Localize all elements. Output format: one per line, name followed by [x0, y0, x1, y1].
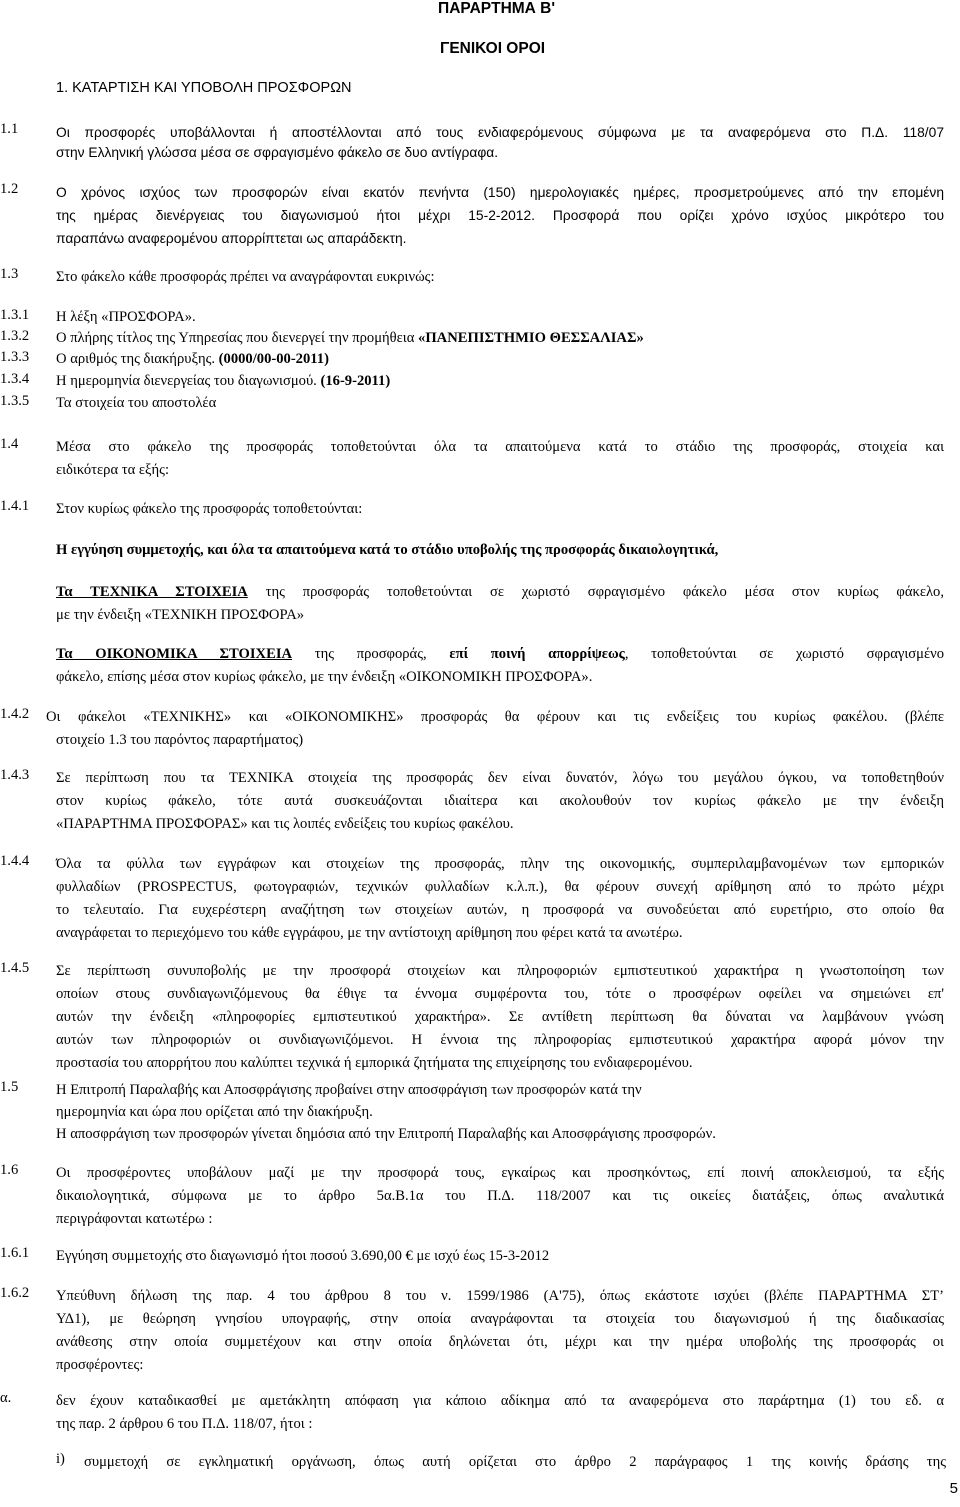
item-number: 1.3.3	[0, 349, 30, 365]
text-line: συμμετοχή σε εγκληματική οργάνωση, όπως αυτή ορίζεται στο άρθρο 2 παράγραφος 1 της κοινής δράσης της	[84, 1454, 946, 1470]
item-number: 1.3	[0, 266, 19, 282]
penalty-text: επί ποινή απορρίψεως	[449, 646, 625, 662]
text-line: Ο χρόνος ισχύος των προσφορών είναι εκατόν πενήντα (150) ημερολογιακές ημέρες, προσμετρούμενες από την επομένη	[56, 185, 944, 200]
item-text	[56, 853, 944, 945]
item-text	[46, 706, 944, 752]
item-text	[56, 349, 944, 369]
text-line: Η λέξη «ΠΡΟΣΦΟΡΑ».	[56, 309, 196, 325]
text-line: της προσφοράς,	[292, 646, 450, 662]
item-text	[56, 960, 944, 1075]
item-number: 1.6	[0, 1162, 19, 1178]
item-text	[56, 121, 944, 164]
text-line: Η Επιτροπή Παραλαβής και Αποσφράγισης προβαίνει στην αποσφράγιση των προσφορών κατά την	[56, 1082, 642, 1098]
text-line: Σε περίπτωση συνυποβολής με την προσφορά στοιχείων και πληροφοριών εμπιστευτικού χαρακτήρα η γνωστοποίηση των	[56, 963, 944, 979]
text-line: αυτών την ένδειξη «πληροφορίες εμπιστευτικού χαρακτήρα». Σε αντίθετη περίπτωση θα δύναται να λαμβάνουν γνώση	[56, 1009, 944, 1025]
text-line: Σε περίπτωση που τα ΤΕΧΝΙΚΑ στοιχεία της προσφοράς δεν είναι δυνατόν, λόγω του μεγάλου όγκου, να τοποθετηθούν	[56, 770, 944, 786]
text-line: Οι φάκελοι «ΤΕΧΝΙΚΗΣ» και «ΟΙΚΟΝΟΜΙΚΗΣ» προσφοράς θα φέρουν και τις ενδείξεις του κυρίως φακέλου. (βλέπε	[46, 709, 944, 725]
text-line: φυλλαδίων (PROSPECTUS, φωτογραφιών, τεχνικών φυλλαδίων κ.λ.π.), θα φέρουν συνεχή αρίθμηση από το πρώτο μέχρι	[56, 879, 944, 895]
item-number: 1.4.3	[0, 767, 30, 783]
text-line: στοιχείο 1.3 του παρόντος παραρτήματος)	[56, 732, 304, 748]
bold-text: «ΠΑΝΕΠΙΣΤΗΜΙΟ ΘΕΣΣΑΛΙΑΣ»	[418, 330, 644, 346]
text-line: αναγράφεται το περιεχόμενο του κάθε εγγράφου, με την αντίστοιχη αρίθμηση που φέρει κατά τα ανωτέρω.	[56, 925, 683, 941]
item-text	[56, 307, 944, 327]
text-line: δικαιολογητικά, σύμφωνα με το άρθρο 5α.Β.1α του Π.Δ. 118/2007 και τις οικείες διατάξεις, όπως αναλυτικά	[56, 1188, 944, 1204]
text-line: φάκελο, επίσης μέσα στον κυρίως φάκελο, με την ένδειξη «ΟΙΚΟΝΟΜΙΚΗ ΠΡΟΣΦΟΡΑ».	[56, 669, 593, 685]
text-line: στον κυρίως φάκελο, τότε αυτά συσκευάζονται ιδιαίτερα και ακολουθούν τον κυρίως φάκελο με την ένδειξη	[56, 793, 944, 809]
item-text	[56, 1285, 944, 1377]
item-text	[84, 1451, 946, 1474]
text-line: ΥΔ1), με θεώρηση γνησίου υπογραφής, στην οποία αναγράφονται τα στοιχεία του διαγωνισμού ή της διαδικασίας	[56, 1311, 944, 1327]
bold-text: (16-9-2011)	[320, 373, 391, 389]
text-line: δεν έχουν καταδικασθεί με αμετάκλητη απόφαση για κάποιο αδίκημα από τα αναφερόμενα στο παράρτημα (1) του εδ. α	[56, 1393, 944, 1409]
text-line: με την ένδειξη «ΤΕΧΝΙΚΗ ΠΡΟΣΦΟΡΑ»	[56, 607, 305, 623]
financial-label: Τα ΟΙΚΟΝΟΜΙΚΑ ΣΤΟΙΧΕΙΑ	[56, 646, 293, 662]
text-line: Η ημερομηνία διενεργείας του διαγωνισμού.	[56, 373, 321, 389]
item-text	[56, 1245, 944, 1268]
page-number: 5	[949, 1480, 958, 1497]
text-line: Υπεύθυνη δήλωση της παρ. 4 του άρθρου 8 του ν. 1599/1986 (Α'75), όπως εκάστοτε ισχύει (βλέπε ΠΑΡΑΡΤΗΜΑ ΣΤ’	[56, 1288, 944, 1304]
text-line: «ΠΑΡΑΡΤΗΜΑ ΠΡΟΣΦΟΡΑΣ» και τις λοιπές ενδείξεις του κυρίως φακέλου.	[56, 816, 514, 832]
item-text	[56, 767, 944, 836]
item-number: 1.3.2	[0, 328, 30, 344]
item-number: 1.4.2	[0, 706, 30, 722]
text-line: Η αποσφράγιση των προσφορών γίνεται δημόσια από την Επιτροπή Παραλαβής και Αποσφράγισης προσφορών.	[56, 1126, 716, 1142]
item-number: 1.4.4	[0, 853, 30, 869]
section-title: 1. ΚΑΤΑΡΤΙΣΗ ΚΑΙ ΥΠΟΒΟΛΗ ΠΡΟΣΦΟΡΩΝ	[56, 80, 352, 96]
item-text	[56, 1390, 944, 1436]
item-text	[56, 266, 944, 289]
guarantee-text: Η εγγύηση συμμετοχής, και όλα τα απαιτούμενα κατά το στάδιο υποβολής της προσφοράς δικαιολογητικά,	[56, 542, 719, 558]
text-line: της ημέρας διενέργειας του διαγωνισμού ήτοι μέχρι 15-2-2012. Προσφορά που ορίζει χρόνο ισχύος μικρότερο του	[56, 208, 944, 223]
text-line: Όλα τα φύλλα των εγγράφων και στοιχείων της προσφοράς, πλην της οικονομικής, συμπεριλαμβανομένων των εμπορικών	[56, 856, 944, 872]
text-line: Εγγύηση συμμετοχής στο διαγωνισμό ήτοι ποσού 3.690,00 € με ισχύ έως 15-3-2012	[56, 1248, 550, 1264]
item-text	[56, 371, 944, 391]
text-line: ειδικότερα τα εξής:	[56, 462, 170, 478]
financial-text	[56, 643, 944, 689]
item-number: i)	[56, 1451, 65, 1467]
technical-text	[56, 581, 944, 627]
text-line: αυτών των πληροφοριών οι συνδιαγωνιζόμενοι. Η έννοια της πληροφορίας εμπιστευτικού χαρακτήρα αφορά μόνον την	[56, 1032, 944, 1048]
item-text	[56, 1079, 944, 1145]
item-text	[56, 436, 944, 482]
text-line: Οι προσφέροντες υποβάλουν μαζί με την προσφορά τους, εγκαίρως και προσηκόντως, επί ποινή αποκλεισμού, τα εξής	[56, 1165, 944, 1181]
text-line: οποίων στους συνδιαγωνιζόμενους θα έθιγε τα έννομα συμφέροντα του, τότε ο προσφέρων οφείλει να σημειώνει επ'	[56, 986, 944, 1002]
item-text	[56, 181, 944, 250]
text-line: ανάθεσης στην οποία συμμετέχουν και στην οποία δηλώνεται ότι, μέχρι και την ημέρα υποβολής της προσφοράς οι	[56, 1334, 944, 1350]
text-line: της παρ. 2 άρθρου 6 του Π.Δ. 118/07, ήτοι :	[56, 1416, 313, 1432]
item-number: α.	[0, 1390, 12, 1406]
text-line: Στον κυρίως φάκελο της προσφοράς τοποθετούνται:	[56, 501, 363, 517]
item-number: 1.3.4	[0, 371, 30, 387]
text-line: ημερομηνία και ώρα που ορίζεται από την διακήρυξη.	[56, 1104, 373, 1120]
text-line: της προσφοράς τοποθετούνται σε χωριστό σφραγισμένο φάκελο μέσα στον κυρίως φάκελο,	[247, 584, 944, 600]
text-line: το τελευταίο. Για ευχερέστερη αναζήτηση των στοιχείων αυτών, η προσφορά να συνοδεύεται από ευρετήριο, στο οποίο θα	[56, 902, 944, 918]
text-line: , τοποθετούνται σε χωριστό σφραγισμένο	[624, 646, 944, 662]
text-line: προσφέροντες:	[56, 1357, 144, 1373]
general-terms-heading: ΓΕΝΙΚΟΙ ΟΡΟΙ	[440, 40, 546, 57]
item-number: 1.6.2	[0, 1285, 30, 1301]
bold-text: (0000/00-00-2011)	[218, 351, 329, 367]
text-line: στην Ελληνική γλώσσα μέσα σε σφραγισμένο φάκελο σε δυο αντίγραφα.	[56, 145, 499, 160]
item-text	[56, 1162, 944, 1231]
text-line: περιγράφονται κατωτέρω :	[56, 1211, 213, 1227]
text-line: Μέσα στο φάκελο της προσφοράς τοποθετούνται όλα τα απαιτούμενα κατά το στάδιο της προσφοράς, στοιχεία και	[56, 439, 944, 455]
text-line: προστασία του απορρήτου που καλύπτει τεχνικά ή εμπορικά ζητήματα της επιχείρησης του ενδιαφερομένου.	[56, 1055, 693, 1071]
text-line: Ο αριθμός της διακήρυξης.	[56, 351, 219, 367]
item-text	[56, 498, 944, 521]
item-text	[56, 328, 944, 348]
item-number: 1.4	[0, 436, 19, 452]
text-line: Ο πλήρης τίτλος της Υπηρεσίας που διενεργεί την προμήθεια	[56, 330, 419, 346]
item-number: 1.2	[0, 181, 19, 197]
item-number: 1.4.5	[0, 960, 30, 976]
technical-label: Τα ΤΕΧΝΙΚΑ ΣΤΟΙΧΕΙΑ	[56, 584, 248, 600]
item-number: 1.3.5	[0, 393, 30, 409]
annex-heading: ΠΑΡΑΡΤΗΜΑ Β'	[438, 0, 556, 17]
text-line: παραπάνω αναφερομένου απορρίπτεται ως απαράδεκτη.	[56, 231, 407, 246]
text-line: Τα στοιχεία του αποστολέα	[56, 395, 217, 411]
item-number: 1.4.1	[0, 498, 30, 514]
item-number: 1.1	[0, 121, 19, 137]
item-text	[56, 393, 944, 413]
item-number: 1.6.1	[0, 1245, 30, 1261]
text-line: Στο φάκελο κάθε προσφοράς πρέπει να αναγράφονται ευκρινώς:	[56, 269, 435, 285]
text-line: Οι προσφορές υποβάλλονται ή αποστέλλονται από τους ενδιαφερόμενους σύμφωνα με τα αναφερόμενα στο Π.Δ. 118/07	[56, 125, 944, 140]
item-number: 1.3.1	[0, 307, 30, 323]
item-number: 1.5	[0, 1079, 19, 1095]
